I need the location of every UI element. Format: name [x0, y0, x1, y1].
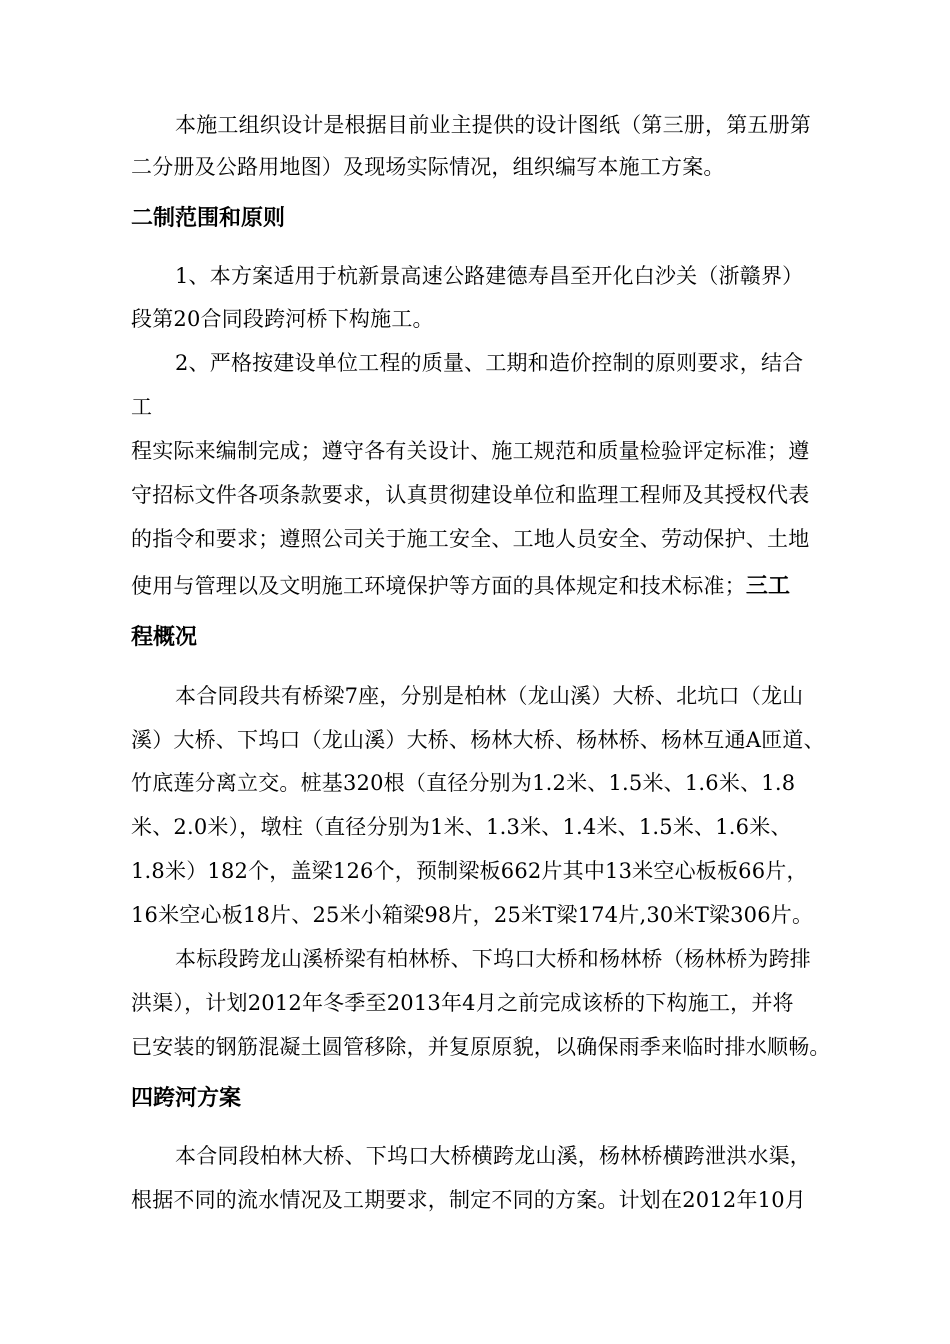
paragraph-line: 1.8米）182个，盖梁126个，预制梁板662片其中13米空心板板66片， [131, 859, 808, 883]
paragraph-line: 16米空心板18片、25米小箱梁98片，25米T梁174片,30米T梁306片。 [131, 903, 814, 927]
paragraph-line: 溪）大桥、下坞口（龙山溪）大桥、杨林大桥、杨林桥、杨林互通A匝道、 [131, 728, 825, 752]
section-heading-scope: 二制范围和原则 [131, 206, 286, 231]
paragraph-text: 使用与管理以及文明施工环境保护等方面的具体规定和技术标准； [131, 574, 746, 598]
paragraph-line: 根据不同的流水情况及工期要求，制定不同的方案。计划在2012年10月 [131, 1188, 806, 1212]
paragraph-line: 程实际来编制完成；遵守各有关设计、施工规范和质量检验评定标准；遵 [131, 439, 810, 463]
paragraph-line: 2、严格按建设单位工程的质量、工期和造价控制的原则要求，结合 [175, 351, 804, 375]
paragraph-line: 已安装的钢筋混凝土圆管移除，并复原原貌，以确保雨季来临时排水顺畅。 [131, 1035, 831, 1059]
paragraph-line: 二分册及公路用地图）及现场实际情况，组织编写本施工方案。 [131, 155, 725, 179]
paragraph-line: 洪渠），计划2012年冬季至2013年4月之前完成该桥的下构施工，并将 [131, 991, 794, 1015]
paragraph-line: 段第20合同段跨河桥下构施工。 [131, 307, 434, 331]
paragraph-line: 竹底莲分离立交。桩基320根（直径分别为1.2米、1.5米、1.6米、1.8 [131, 771, 796, 795]
paragraph-line: 本标段跨龙山溪桥梁有柏林桥、下坞口大桥和杨林桥（杨林桥为跨排 [175, 947, 811, 971]
paragraph-line: 米、2.0米），墩柱（直径分别为1米、1.3米、1.4米、1.5米、1.6米、 [131, 815, 792, 839]
section-heading-river-crossing: 四跨河方案 [131, 1086, 242, 1111]
paragraph-line [131, 571, 790, 602]
paragraph-line: 本合同段共有桥梁7座，分别是柏林（龙山溪）大桥、北坑口（龙山 [175, 684, 804, 708]
paragraph-line: 工 [131, 395, 153, 419]
paragraph-line: 1、本方案适用于杭新景高速公路建德寿昌至开化白沙关（浙赣界） [175, 264, 804, 288]
section-heading-overview-end: 程概况 [131, 625, 198, 650]
section-heading-overview-start: 三工 [745, 574, 791, 599]
paragraph-line: 守招标文件各项条款要求，认真贯彻建设单位和监理工程师及其授权代表 [131, 483, 810, 507]
paragraph-line: 本合同段柏林大桥、下坞口大桥横跨龙山溪，杨林桥横跨泄洪水渠， [175, 1144, 811, 1168]
paragraph-line: 本施工组织设计是根据目前业主提供的设计图纸（第三册，第五册第 [175, 113, 811, 137]
paragraph-line: 的指令和要求；遵照公司关于施工安全、工地人员安全、劳动保护、土地 [131, 527, 810, 551]
